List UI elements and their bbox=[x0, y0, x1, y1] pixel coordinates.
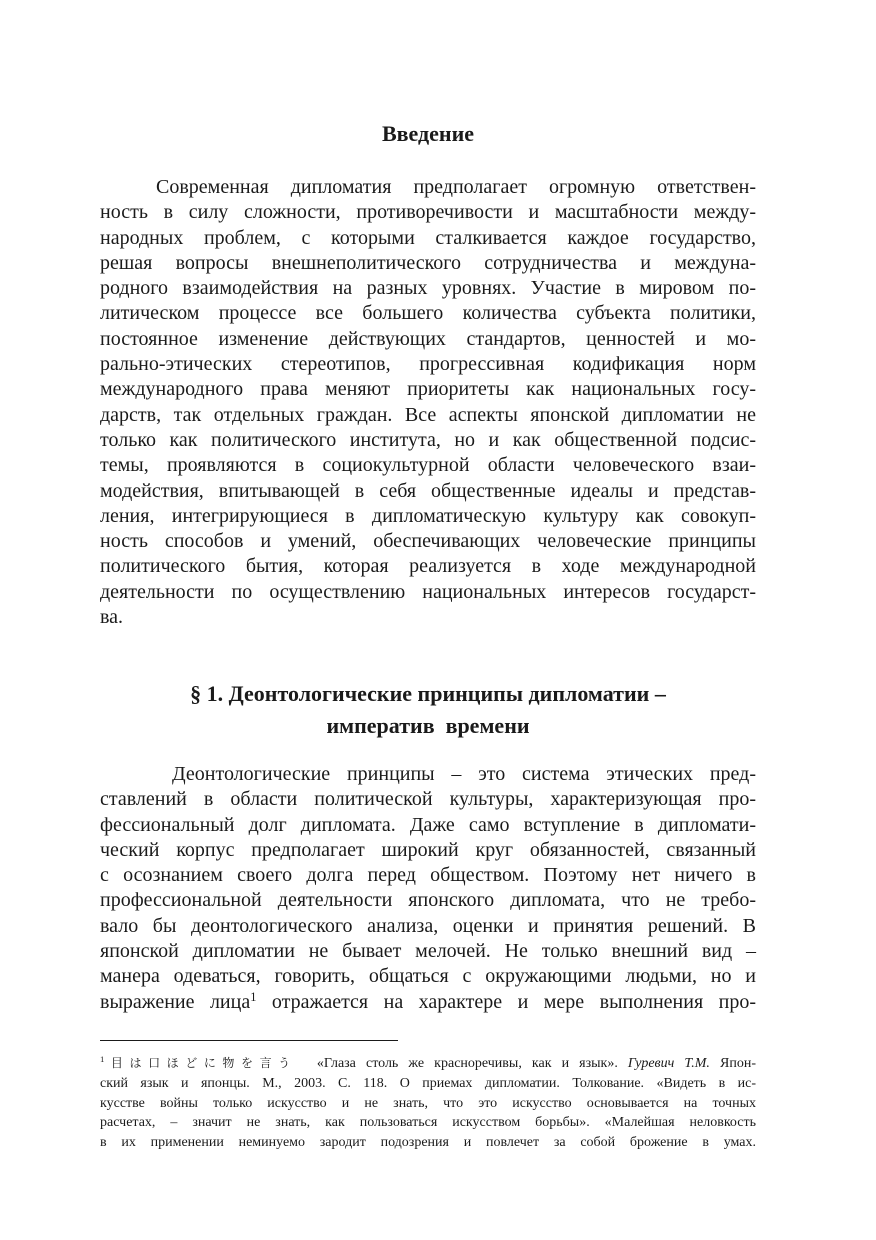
text-line: дарств, так отдельных граждан. Все аспекты японской дипломатии не bbox=[100, 403, 756, 426]
footnote bbox=[100, 1054, 756, 1153]
text-fragment: отражается на характере и мере выполнения про- bbox=[256, 990, 756, 1013]
text-line: ческий корпус предполагает широкий круг обязанностей, связанный bbox=[100, 838, 756, 861]
text-line: Деонтологические принципы – это система этических пред- bbox=[172, 763, 756, 785]
section-heading bbox=[100, 678, 756, 742]
footnote-marker: 1 bbox=[100, 1054, 105, 1065]
section-heading-line: императив времени bbox=[326, 713, 530, 738]
footnote-line: кусстве войны только искусство и не знать, что это искусство основывается на точных bbox=[100, 1095, 756, 1111]
text-line: постоянное изменение действующих стандартов, ценностей и мо- bbox=[100, 327, 756, 350]
footnote-author: Гуревич Т.М. bbox=[627, 1056, 710, 1071]
text-line: политического бытия, которая реализуется в ходе международной bbox=[100, 555, 756, 578]
text-line: темы, проявляются в социокультурной области человеческого взаи- bbox=[100, 454, 756, 477]
text-line: японской дипломатии не бывает мелочей. Не только внешний вид – bbox=[100, 940, 756, 963]
text-line: фессиональный долг дипломата. Даже само вступление в дипломати- bbox=[100, 813, 756, 836]
footnote-line bbox=[100, 1054, 756, 1074]
text-line: литическом процессе все большего количества субъекта политики, bbox=[100, 302, 756, 325]
text-line: с осознанием своего долга перед обществом. Поэтому нет ничего в bbox=[100, 864, 756, 887]
text-line: ва. bbox=[100, 606, 124, 629]
text-line bbox=[100, 990, 756, 1015]
text-line: ления, интегрирующиеся в дипломатическую культуру как совокуп- bbox=[100, 504, 756, 527]
intro-heading: Введение bbox=[381, 121, 475, 146]
text-line: модействия, впитывающей в себя общественные идеалы и представ- bbox=[100, 479, 756, 502]
text-line: манера одеваться, говорить, общаться с окружающими людьми, но и bbox=[100, 965, 756, 988]
text-line: деятельности по осуществлению национальных интересов государст- bbox=[100, 580, 756, 603]
text-line: международного права меняют приоритеты как национальных госу- bbox=[100, 378, 756, 401]
japanese-proverb: 目は口ほどに物を言う bbox=[104, 1056, 297, 1070]
footnote-text: Япон- bbox=[709, 1056, 757, 1071]
text-line: ность способов и умений, обеспечивающих человеческие принципы bbox=[100, 530, 756, 553]
footnote-reference[interactable]: 1 bbox=[250, 989, 257, 1004]
text-line: профессиональной деятельности японского дипломата, что не требо- bbox=[100, 889, 756, 912]
text-line: ность в силу сложности, противоречивости и масштабности между- bbox=[100, 201, 756, 224]
text-line: родного взаимодействия на разных уровнях. Участие в мировом по- bbox=[100, 277, 756, 300]
footnote-divider bbox=[100, 1040, 398, 1041]
footnote-line: расчетах, – значит не знать, как пользоваться искусством борьбы». «Малейшая неловкость bbox=[100, 1115, 756, 1131]
text-line: вало бы деонтологического анализа, оценки и принятия решений. В bbox=[100, 914, 756, 937]
intro-paragraph bbox=[100, 175, 756, 630]
text-line: Современная дипломатия предполагает огромную ответствен- bbox=[156, 176, 756, 198]
section-heading-line: § 1. Деонтологические принципы дипломатии – bbox=[190, 681, 666, 706]
text-line: рально-этических стереотипов, прогрессивная кодификация норм bbox=[100, 353, 756, 376]
text-fragment: выражение лица bbox=[100, 990, 251, 1013]
text-line: только как политического института, но и как общественной подсис- bbox=[100, 428, 756, 451]
footnote-line: ский язык и японцы. М., 2003. С. 118. О приемах дипломатии. Толкование. «Видеть в ис- bbox=[100, 1075, 756, 1091]
footnote-line: в их применении неминуемо зародит подозрения и повлечет за собой брожение в умах. bbox=[100, 1135, 756, 1151]
text-line: народных проблем, с которыми сталкивается каждое государство, bbox=[100, 226, 756, 249]
section-paragraph bbox=[100, 762, 756, 1015]
text-line: ставлений в области политической культуры, характеризующая про- bbox=[100, 788, 756, 811]
footnote-quote: «Глаза столь же красноречивы, как и язык». bbox=[296, 1056, 628, 1071]
text-line: решая вопросы внешнеполитического сотрудничества и междуна- bbox=[100, 251, 756, 274]
